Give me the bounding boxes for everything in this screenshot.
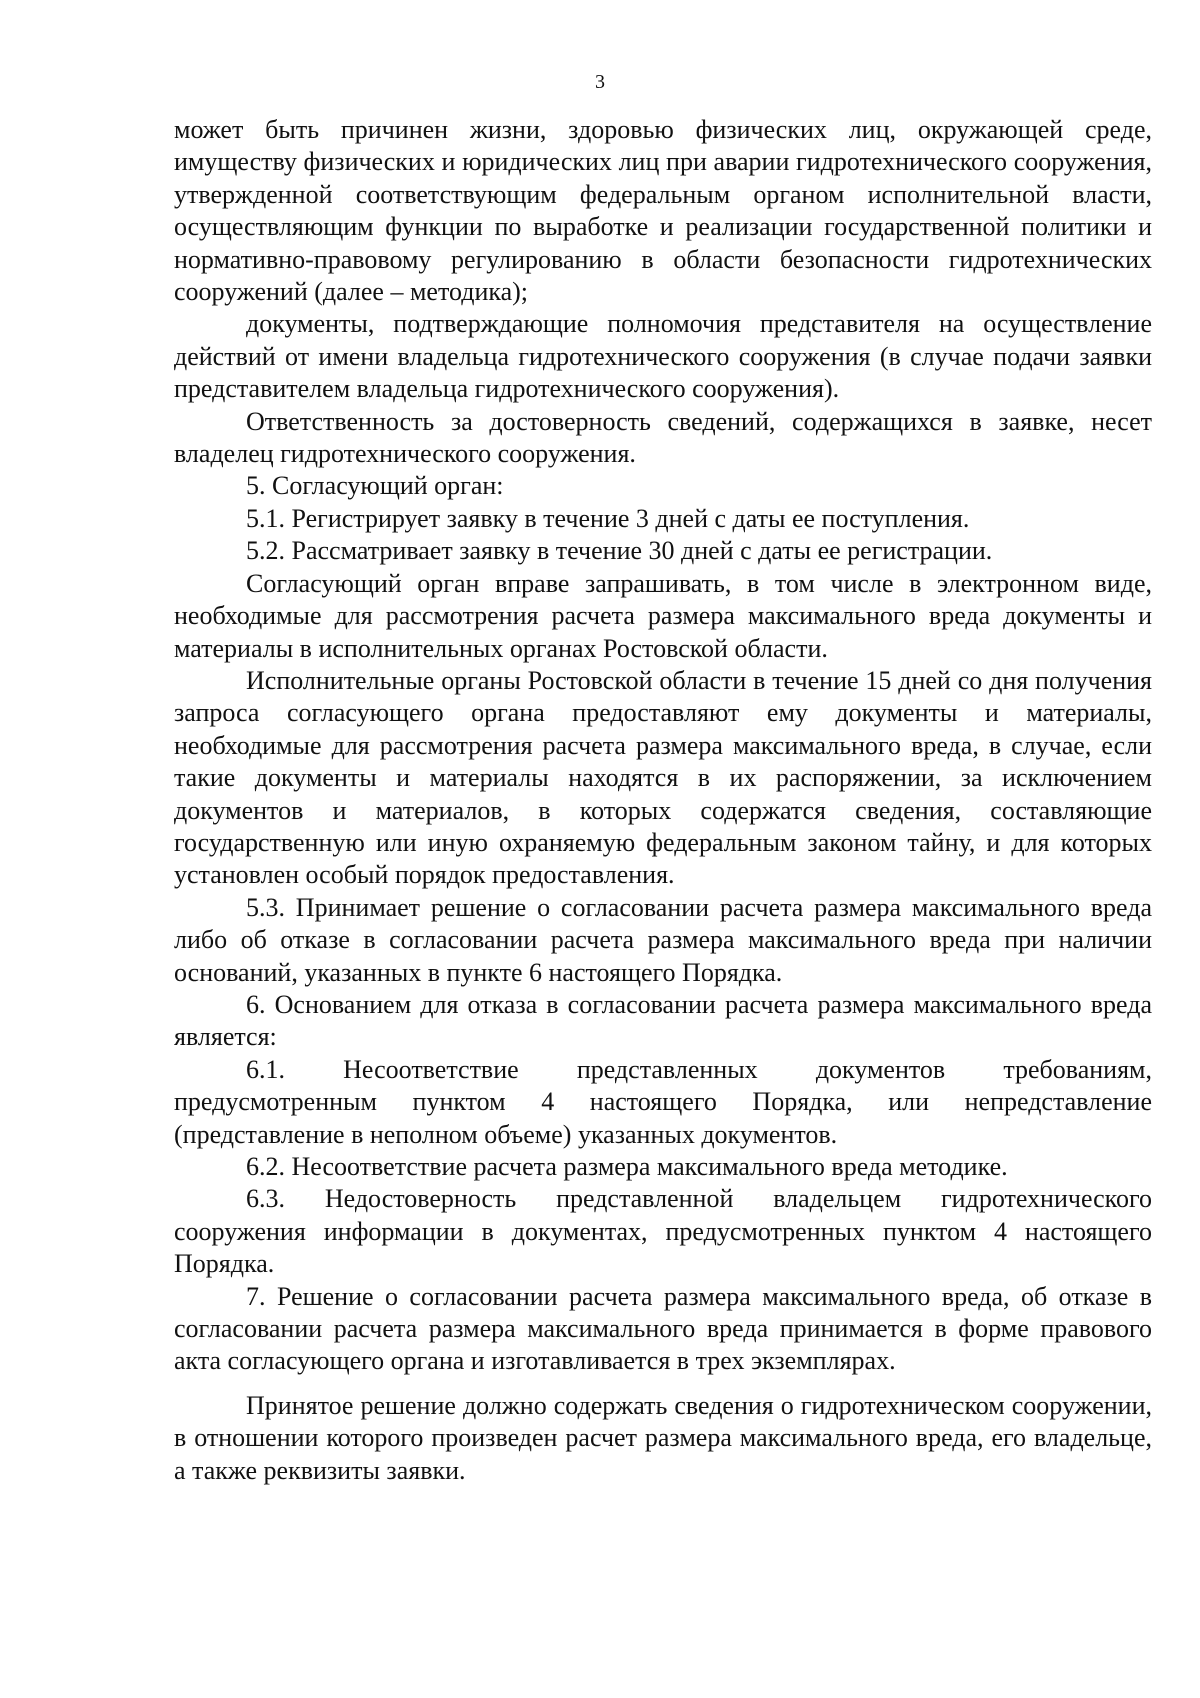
paragraph: Исполнительные органы Ростовской области в течение 15 дней со дня получения запроса согласующего органа предоставляют ему документы и материалы, необходимые для рассмотрения расчета размера максимального вреда, в случае, если такие документы и материалы находятся в их распоряжении, за исключением документов и материалов, в которых содержатся сведения, составляющие государственную или иную охраняемую федеральным законом тайну, и для которых установлен особый порядок предоставления. — [174, 665, 1152, 890]
paragraph: 5. Согласующий орган: — [246, 471, 504, 501]
paragraph: Ответственность за достоверность сведений, содержащихся в заявке, несет владелец гидротехнического сооружения. — [174, 406, 1152, 469]
paragraph: 6.3. Недостоверность представленной владельцем гидротехнического сооружения информации в документах, предусмотренных пунктом 4 настоящего Порядка. — [174, 1184, 1152, 1279]
paragraph: 7. Решение о согласовании расчета размера максимального вреда, об отказе в согласовании расчета размера максимального вреда принимается в форме правового акта согласующего органа и изготавливается в трех экземплярах. — [174, 1281, 1152, 1376]
paragraph: 5.1. Регистрирует заявку в течение 3 дней с даты ее поступления. — [246, 503, 970, 533]
document-body — [174, 114, 1152, 1487]
paragraph: документы, подтверждающие полномочия представителя на осуществление действий от имени владельца гидротехнического сооружения (в случае подачи заявки представителем владельца гидротехнического сооружения). — [174, 309, 1152, 404]
page-number: 3 — [595, 71, 605, 93]
paragraph: Согласующий орган вправе запрашивать, в том числе в электронном виде, необходимые для рассмотрения расчета размера максимального вреда документы и материалы в исполнительных органах Ростовской области. — [174, 568, 1152, 663]
paragraph: 5.2. Рассматривает заявку в течение 30 дней с даты ее регистрации. — [246, 536, 993, 566]
paragraph: 6.2. Несоответствие расчета размера максимального вреда методике. — [246, 1152, 1008, 1181]
paragraph: 6. Основанием для отказа в согласовании расчета размера максимального вреда является: — [174, 989, 1152, 1052]
paragraph: может быть причинен жизни, здоровью физических лиц, окружающей среде, имуществу физических и юридических лиц при аварии гидротехнического сооружения, утвержденной соответствующим федеральным органом исполнительной власти, осуществляющим функции по выработке и реализации государственной политики и нормативно-правовому регулированию в области безопасности гидротехнических сооружений (далее – методика); — [174, 115, 1152, 307]
paragraph: 5.3. Принимает решение о согласовании расчета размера максимального вреда либо об отказе в согласовании расчета размера максимального вреда при наличии оснований, указанных в пункте 6 настоящего Порядка. — [174, 892, 1152, 987]
paragraph: 6.1. Несоответствие представленных документов требованиям, предусмотренным пунктом 4 настоящего Порядка, или непредставление (представление в неполном объеме) указанных документов. — [174, 1054, 1152, 1149]
paragraph: Принятое решение должно содержать сведения о гидротехническом сооружении, в отношении которого произведен расчет размера максимального вреда, его владельце, а также реквизиты заявки. — [174, 1390, 1152, 1485]
